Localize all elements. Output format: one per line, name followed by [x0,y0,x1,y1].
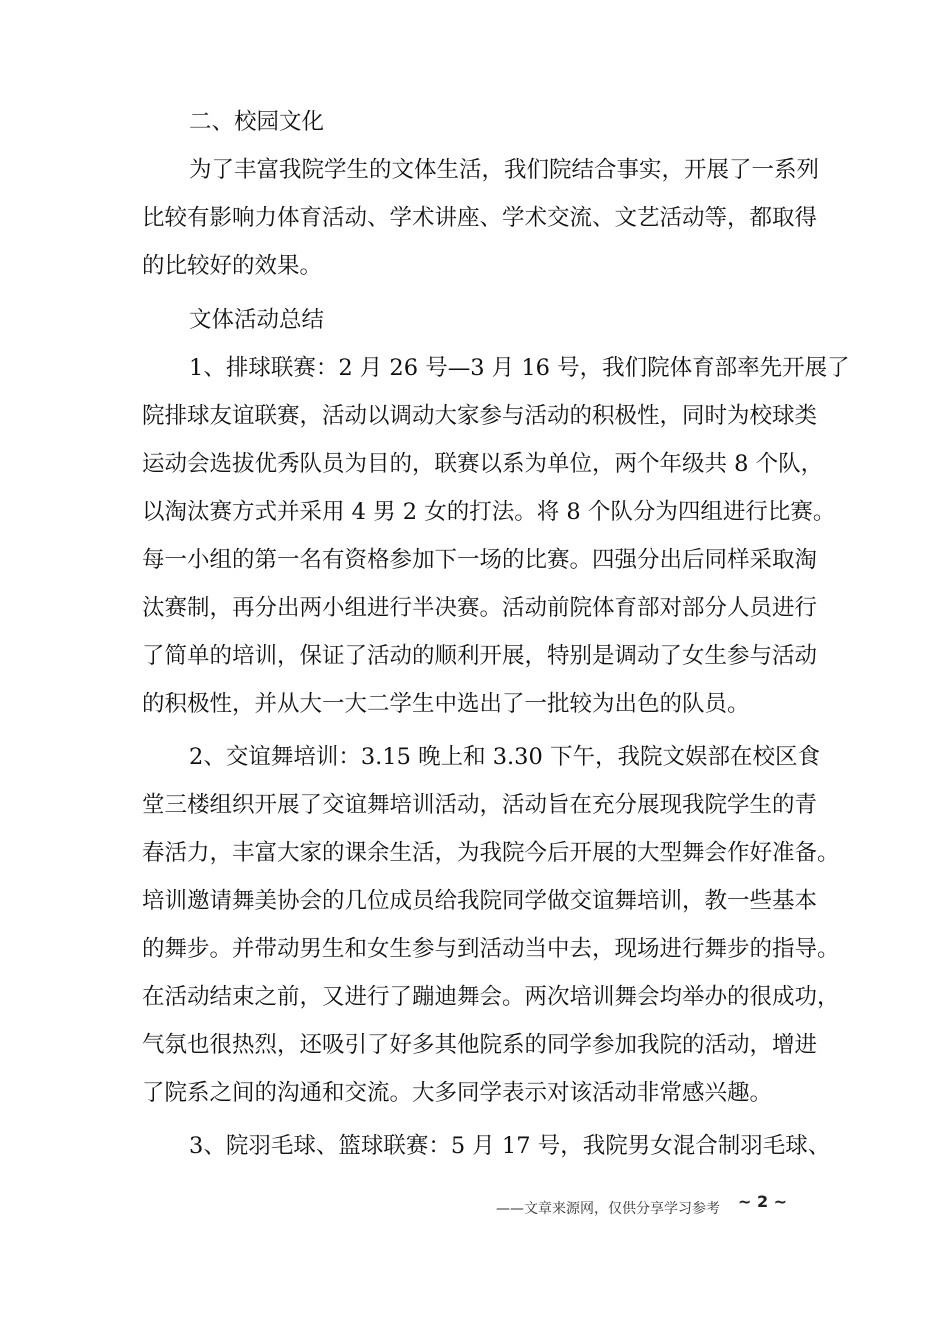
paragraph-line: 3、院羽毛球、篮球联赛：5 月 17 号，我院男女混合制羽毛球、 [189,1133,831,1159]
page-footer: ——文章来源网，仅供分享学习参考 [496,1201,720,1217]
paragraph-line: 院排球友谊联赛，活动以调动大家参与活动的积极性，同时为校球类 [142,403,818,429]
paragraph-line: 每一小组的第一名有资格参加下一场的比赛。四强分出后同样采取淘 [142,547,818,573]
paragraph-line: 培训邀请舞美协会的几位成员给我院同学做交谊舞培训，教一些基本 [142,888,818,914]
page-number: ~ 2 ~ [738,1192,788,1211]
paragraph-line: 气氛也很热烈，还吸引了好多其他院系的同学参加我院的活动，增进 [142,1032,818,1058]
paragraph-line: 春活力，丰富大家的课余生活，为我院今后开展的大型舞会作好准备。 [142,840,840,866]
paragraph-line: 以淘汰赛方式并采用 4 男 2 女的打法。将 8 个队分为四组进行比赛。 [142,499,836,525]
section-heading: 二、校园文化 [189,109,325,135]
paragraph-line: 汰赛制，再分出两小组进行半决赛。活动前院体育部对部分人员进行 [142,595,818,621]
paragraph-line: 了院系之间的沟通和交流。大多同学表示对该活动非常感兴趣。 [142,1080,773,1106]
paragraph-line: 运动会选拔优秀队员为目的，联赛以系为单位，两个年级共 8 个队， [142,451,824,477]
subsection-heading: 文体活动总结 [189,307,325,333]
paragraph-line: 2、交谊舞培训：3.15 晚上和 3.30 下午，我院文娱部在校区食 [189,744,820,770]
paragraph-line: 的积极性，并从大一大二学生中选出了一批较为出色的队员。 [142,691,750,717]
paragraph-line: 在活动结束之前，又进行了蹦迪舞会。两次培训舞会均举办的很成功， [142,984,840,1010]
paragraph-line: 堂三楼组织开展了交谊舞培训活动，活动旨在充分展现我院学生的青 [142,792,818,818]
paragraph-line: 了简单的培训，保证了活动的顺利开展，特别是调动了女生参与活动 [142,643,818,669]
paragraph-line: 的比较好的效果。 [142,253,323,279]
paragraph-line: 为了丰富我院学生的文体生活，我们院结合事实，开展了一系列 [189,157,820,183]
paragraph-line: 1、排球联赛：2 月 26 号—3 月 16 号，我们院体育部率先开展了 [189,355,850,381]
paragraph-line: 比较有影响力体育活动、学术讲座、学术交流、文艺活动等，都取得 [142,205,818,231]
paragraph-line: 的舞步。并带动男生和女生参与到活动当中去，现场进行舞步的指导。 [142,936,840,962]
